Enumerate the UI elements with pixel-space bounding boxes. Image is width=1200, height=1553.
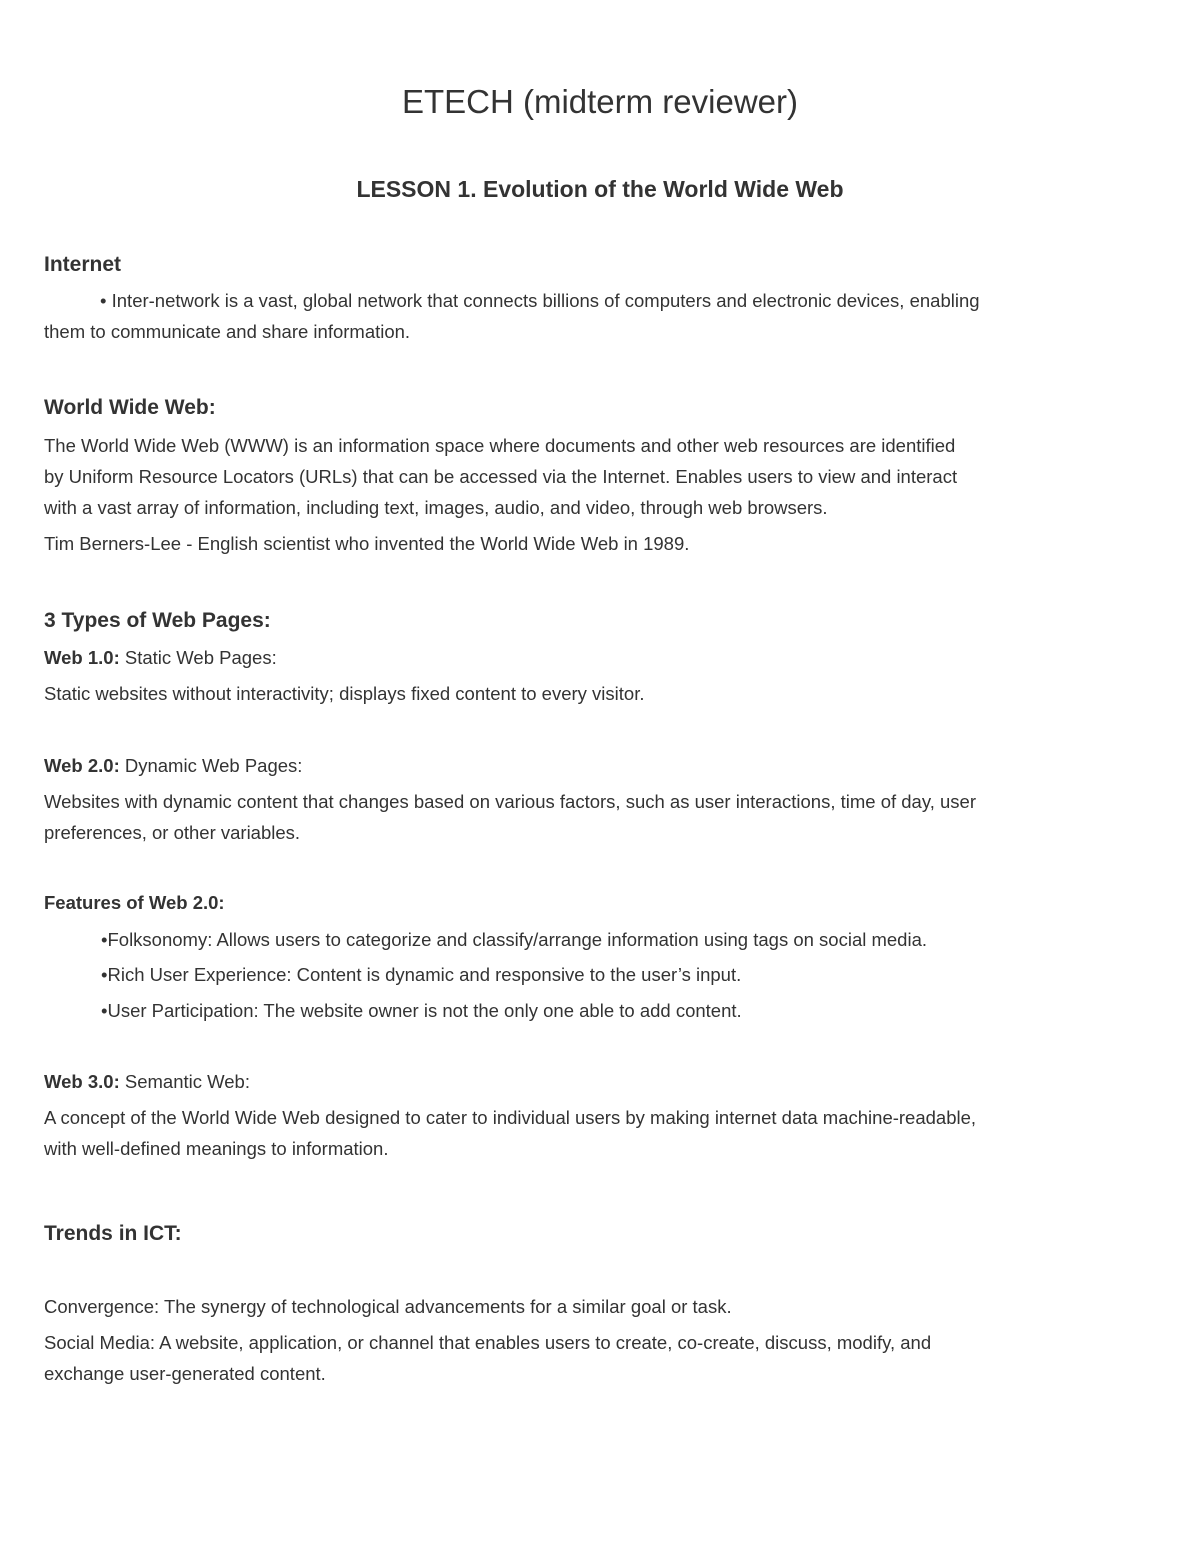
web1-name: Static Web Pages:	[119, 647, 277, 668]
www-inventor: Tim Berners-Lee - English scientist who invented the World Wide Web in 1989.	[44, 533, 690, 554]
trends-social-media-line1: Social Media: A website, application, or channel that enables users to create, co-create, discuss, modify, and	[44, 1332, 932, 1353]
types-heading: 3 Types of Web Pages:	[44, 609, 271, 632]
trends-social-media-line2: exchange user-generated content.	[44, 1363, 326, 1384]
internet-text-part1: Inter-network is a vast, global network that connects billions of computers and electronic devices, enabling	[111, 290, 980, 311]
www-text-line3: with a vast array of information, including text, images, audio, and video, through web browsers.	[44, 497, 828, 518]
www-text-line1: The World Wide Web (WWW) is an information space where documents and other web resources are identified	[44, 435, 956, 456]
feature-item-rich-user-experience: •Rich User Experience: Content is dynamic and responsive to the user’s input.	[101, 964, 742, 985]
www-heading: World Wide Web:	[44, 396, 216, 419]
web2-desc-line2: preferences, or other variables.	[44, 822, 301, 843]
feature-item-folksonomy: •Folksonomy: Allows users to categorize and classify/arrange information using tags on social media.	[101, 929, 928, 950]
internet-text-part2: them to communicate and share information.	[44, 321, 411, 342]
feature-item-user-participation: •User Participation: The website owner is not the only one able to add content.	[101, 1000, 742, 1021]
web2-title	[44, 750, 302, 781]
web1-title	[44, 642, 277, 673]
web1-label: Web 1.0:	[44, 647, 120, 668]
trends-heading: Trends in ICT:	[44, 1222, 182, 1245]
document-title: ETECH (midterm reviewer)	[401, 83, 799, 120]
internet-text-line1	[100, 285, 980, 316]
web2-name: Dynamic Web Pages:	[119, 755, 303, 776]
internet-text-line2	[44, 316, 410, 347]
web3-desc-line2: with well-defined meanings to information.	[44, 1138, 389, 1159]
www-text-line2: by Uniform Resource Locators (URLs) that can be accessed via the Internet. Enables users to view and interact	[44, 466, 958, 487]
web2-desc-line1: Websites with dynamic content that changes based on various factors, such as user interactions, time of day, user	[44, 791, 976, 812]
web3-desc-line1: A concept of the World Wide Web designed to cater to individual users by making internet data machine-readable,	[44, 1107, 977, 1128]
web3-name: Semantic Web:	[119, 1071, 250, 1092]
web1-desc: Static websites without interactivity; displays fixed content to every visitor.	[44, 683, 645, 704]
internet-heading: Internet	[44, 253, 122, 276]
features-heading: Features of Web 2.0:	[44, 892, 225, 913]
web3-title	[44, 1066, 250, 1097]
lesson-heading: LESSON 1. Evolution of the World Wide Web	[356, 176, 844, 202]
web2-label: Web 2.0:	[44, 755, 120, 776]
web3-label: Web 3.0:	[44, 1071, 120, 1092]
trends-convergence: Convergence: The synergy of technological advancements for a similar goal or task.	[44, 1296, 732, 1317]
bullet-icon: •	[100, 290, 107, 311]
